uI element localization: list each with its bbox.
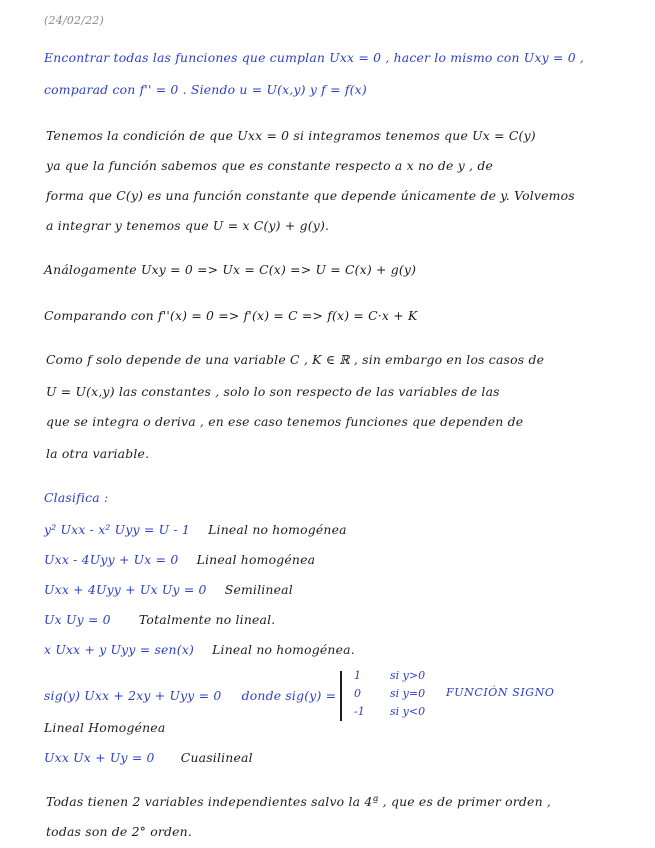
conclusion-line-1: Todas tienen 2 variables independientes salvo la 4ª , que es de primer orden , xyxy=(46,794,552,809)
classify-equation: Uxx - 4Uyy + Ux = 0 xyxy=(44,552,179,567)
problem-statement-line-2: comparad con f'' = 0 . Siendo u = U(x,y) y f = f(x) xyxy=(44,82,367,97)
classify-item xyxy=(44,750,253,765)
date-stamp: (24/02/22) xyxy=(44,14,104,27)
sign-function-name: FUNCIÓN SIGNO xyxy=(446,686,555,699)
classify-label: Lineal no homogénea xyxy=(208,522,347,537)
classify-equation: Uxx + 4Uyy + Ux Uy = 0 xyxy=(44,582,207,597)
classify-item xyxy=(44,522,347,537)
sign-where: donde sig(y) = xyxy=(241,688,337,703)
conclusion-line-2: todas son de 2° orden. xyxy=(46,824,192,839)
classify-label: Lineal homogénea xyxy=(196,552,316,567)
sign-case-value: -1 xyxy=(354,705,365,718)
paragraph-1-line-3: forma que C(y) es una función constante que depende únicamente de y. Volvemos xyxy=(46,188,575,203)
classify-equation: x Uxx + y Uyy = sen(x) xyxy=(44,642,194,657)
sign-case-value: 0 xyxy=(354,687,361,700)
sign-case xyxy=(354,705,426,718)
classify-label: Cuasilineal xyxy=(180,750,253,765)
paragraph-1-line-4: a integrar y tenemos que U = x C(y) + g(y). xyxy=(46,218,330,233)
sign-case-condition: si y<0 xyxy=(390,705,426,718)
paragraph-2-line-3: que se integra o deriva , en ese caso tenemos funciones que dependen de xyxy=(46,414,524,429)
classify-item xyxy=(44,642,355,657)
classify-item xyxy=(44,582,293,597)
problem-statement-line-1: Encontrar todas las funciones que cumplan Uxx = 0 , hacer lo mismo con Uxy = 0 , xyxy=(44,50,585,65)
sign-classification: Lineal Homogénea xyxy=(44,720,166,735)
sign-case-condition: si y=0 xyxy=(390,687,426,700)
sign-case-value: 1 xyxy=(354,669,361,682)
brace-bar xyxy=(340,671,342,721)
analog-statement: Análogamente Uxy = 0 => Ux = C(x) => U = C(x) + g(y) xyxy=(44,262,417,277)
classify-heading: Clasifica : xyxy=(44,490,109,505)
paragraph-2-line-4: la otra variable. xyxy=(46,446,150,461)
classify-label: Lineal no homogénea. xyxy=(212,642,355,657)
sign-case xyxy=(354,687,426,700)
classify-label: Totalmente no lineal. xyxy=(138,612,276,627)
sign-equation-text: sig(y) Uxx + 2xy + Uyy = 0 xyxy=(44,688,222,703)
classify-label: Semilineal xyxy=(224,582,293,597)
classify-equation: y² Uxx - x² Uyy = U - 1 xyxy=(44,522,190,537)
sign-case xyxy=(354,669,426,682)
paragraph-2-line-1: Como f solo depende de una variable C , K ∈ ℝ , sin embargo en los casos de xyxy=(46,352,545,367)
paragraph-2-line-2: U = U(x,y) las constantes , solo lo son respecto de las variables de las xyxy=(46,384,500,399)
compare-statement: Comparando con f''(x) = 0 => f'(x) = C => f(x) = C·x + K xyxy=(44,308,418,323)
paragraph-1-line-2: ya que la función sabemos que es constante respecto a x no de y , de xyxy=(46,158,493,173)
classify-item xyxy=(44,552,315,567)
sign-case-condition: si y>0 xyxy=(390,669,426,682)
paragraph-1-line-1: Tenemos la condición de que Uxx = 0 si integramos tenemos que Ux = C(y) xyxy=(46,128,536,143)
classify-item xyxy=(44,612,275,627)
classify-equation: Uxx Ux + Uy = 0 xyxy=(44,750,155,765)
sign-equation xyxy=(44,688,336,703)
classify-equation: Ux Uy = 0 xyxy=(44,612,111,627)
